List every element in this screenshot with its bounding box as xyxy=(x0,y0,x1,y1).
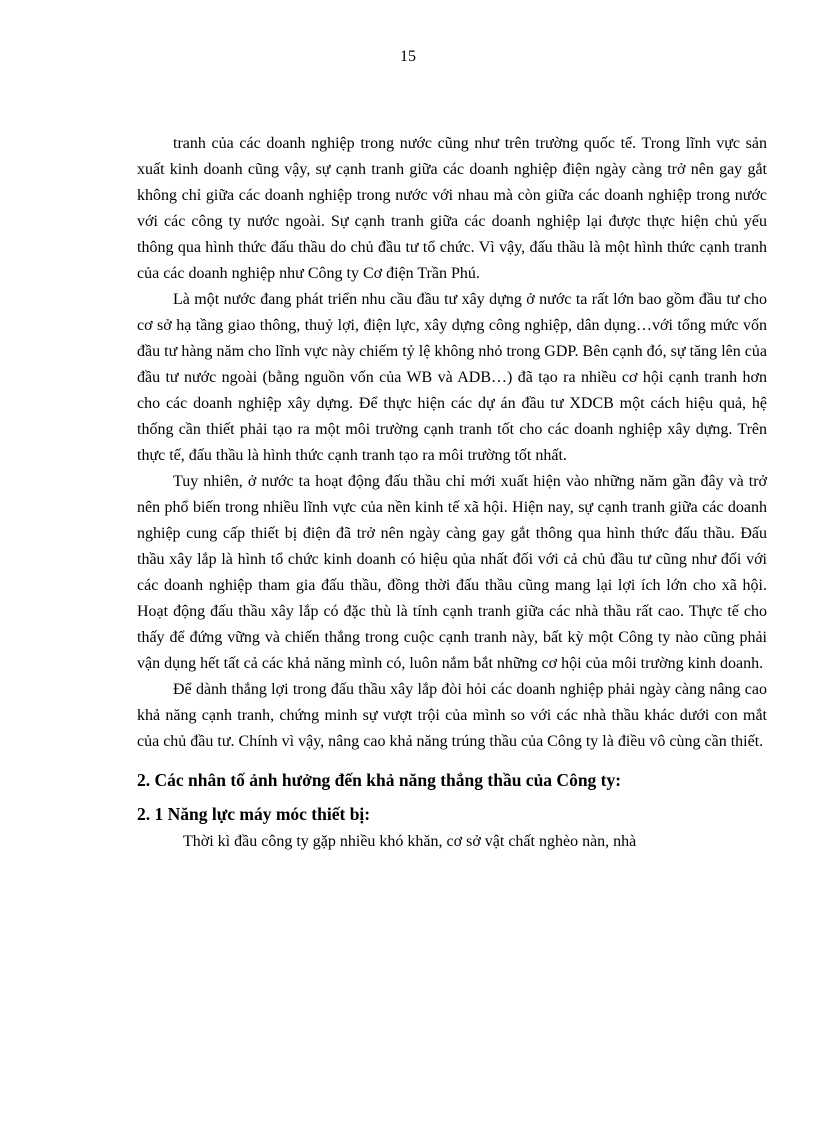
document-body xyxy=(137,131,767,855)
page-number: 15 xyxy=(400,48,416,65)
paragraph-1: tranh của các doanh nghiệp trong nước cũng như trên trường quốc tế. Trong lĩnh vực sản xuất kinh doanh cũng vậy, sự cạnh tranh giữa các doanh nghiệp điện ngày càng trở nên gay gắt không chỉ giữa các doanh nghiệp trong nước với nhau mà còn giữa các doanh nghiệp trong nước với các công ty nước ngoài. Sự cạnh tranh giữa các doanh nghiệp lại được thực hiện chủ yếu thông qua hình thức đấu thầu do chủ đầu tư tổ chức. Vì vậy, đấu thầu là một hình thức cạnh tranh của các doanh nghiệp như Công ty Cơ điện Trần Phú. xyxy=(137,135,767,282)
paragraph-2: Là một nước đang phát triển nhu cầu đầu tư xây dựng ở nước ta rất lớn bao gồm đầu tư cho cơ sở hạ tầng giao thông, thuỷ lợi, điện lực, xây dựng công nghiệp, dân dụng…với tổng mức vốn đầu tư hàng năm cho lĩnh vực này chiếm tỷ lệ không nhỏ trong GDP. Bên cạnh đó, sự tăng lên của đầu tư nước ngoài (bằng nguồn vốn của WB và ADB…) đã tạo ra nhiều cơ hội cạnh tranh hơn cho các doanh nghiệp xây dựng. Để thực hiện các dự án đầu tư XDCB một cách hiệu quả, hệ thống cần thiết phải tạo ra một môi trường cạnh tranh tốt cho các doanh nghiệp xây dựng. Trên thực tế, đấu thầu là hình thức cạnh tranh tạo ra môi trường tốt nhất. xyxy=(137,291,767,464)
section-heading: 2. Các nhân tố ảnh hưởng đến khả năng thắng thầu của Công ty: xyxy=(137,770,622,790)
subsection-paragraph: Thời kì đầu công ty gặp nhiều khó khăn, cơ sở vật chất nghèo nàn, nhà xyxy=(183,833,637,850)
subsection-heading: 2. 1 Năng lực máy móc thiết bị: xyxy=(137,804,371,824)
paragraph-4: Để dành thắng lợi trong đấu thầu xây lắp đòi hỏi các doanh nghiệp phải ngày càng nâng cao khả năng cạnh tranh, chứng minh sự vượt trội của mình so với các nhà thầu khác dưới con mắt của chủ đầu tư. Chính vì vậy, nâng cao khả năng trúng thầu của Công ty là điều vô cùng cần thiết. xyxy=(137,681,767,750)
paragraph-3: Tuy nhiên, ở nước ta hoạt động đấu thầu chỉ mới xuất hiện vào những năm gần đây và trở nên phổ biến trong nhiều lĩnh vực của nền kinh tế xã hội. Hiện nay, sự cạnh tranh giữa các doanh nghiệp cung cấp thiết bị điện đã trở nên ngày càng gay gắt thông qua hình thức đấu thầu. Đấu thầu xây lắp là hình tổ chức kinh doanh có hiệu qủa nhất đối với cả chủ đầu tư cũng như đối với các doanh nghiệp tham gia đấu thầu, đồng thời đấu thầu cũng mang lại lợi ích lớn cho xã hội. Hoạt động đấu thầu xây lắp có đặc thù là tính cạnh tranh giữa các nhà thầu rất cao. Thực tế cho thấy để đứng vững và chiến thắng trong cuộc cạnh tranh này, bất kỳ một Công ty nào cũng phải vận dụng hết tất cả các khả năng mình có, luôn nắm bắt những cơ hội của môi trường kinh doanh. xyxy=(137,473,767,672)
